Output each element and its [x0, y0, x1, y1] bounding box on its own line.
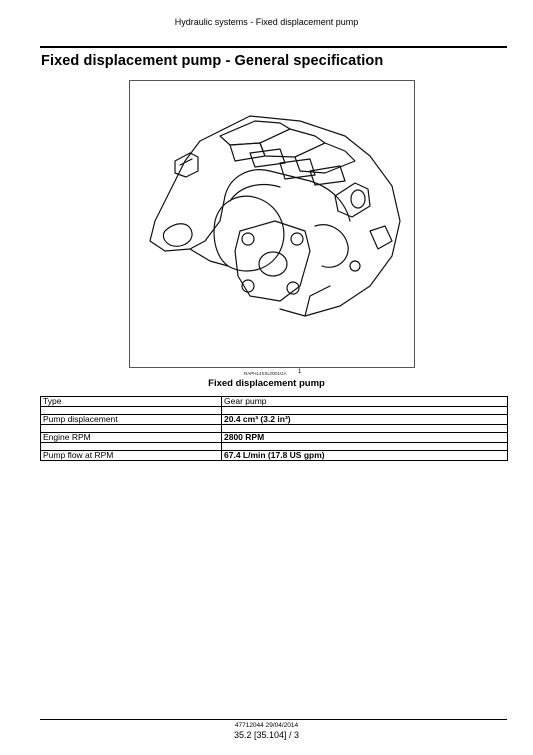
figure-number: 1 [298, 369, 302, 375]
spec-label: Pump displacement [41, 415, 222, 425]
spec-value: 67.4 L/min (17.8 US gpm) [222, 451, 508, 461]
spec-label: Pump flow at RPM [41, 451, 222, 461]
footer-rule [40, 719, 507, 720]
figure-caption: Fixed displacement pump [208, 378, 325, 389]
table-row [41, 451, 508, 461]
gear-pump-illustration [130, 81, 416, 369]
figure-frame [129, 80, 415, 368]
table-row [41, 397, 508, 407]
figure-reference-code: RAPH14SSL0001GA [244, 371, 287, 376]
page-title: Fixed displacement pump - General specification [41, 53, 384, 69]
spec-value: 20.4 cm³ (3.2 in³) [222, 415, 508, 425]
spec-value: Gear pump [222, 397, 508, 407]
footer-page-reference: 35.2 [35.104] / 3 [233, 730, 300, 740]
table-row [41, 433, 508, 443]
spec-table [40, 396, 508, 461]
spec-label: Type [41, 397, 222, 407]
running-header: Hydraulic systems - Fixed displacement pump [174, 17, 359, 27]
table-row [41, 415, 508, 425]
spec-value: 2800 RPM [222, 433, 508, 443]
spec-label: Engine RPM [41, 433, 222, 443]
footer-doc-code: 47712044 29/04/2014 [234, 722, 299, 729]
title-rule [40, 46, 507, 48]
table-spacer-row [41, 425, 508, 433]
